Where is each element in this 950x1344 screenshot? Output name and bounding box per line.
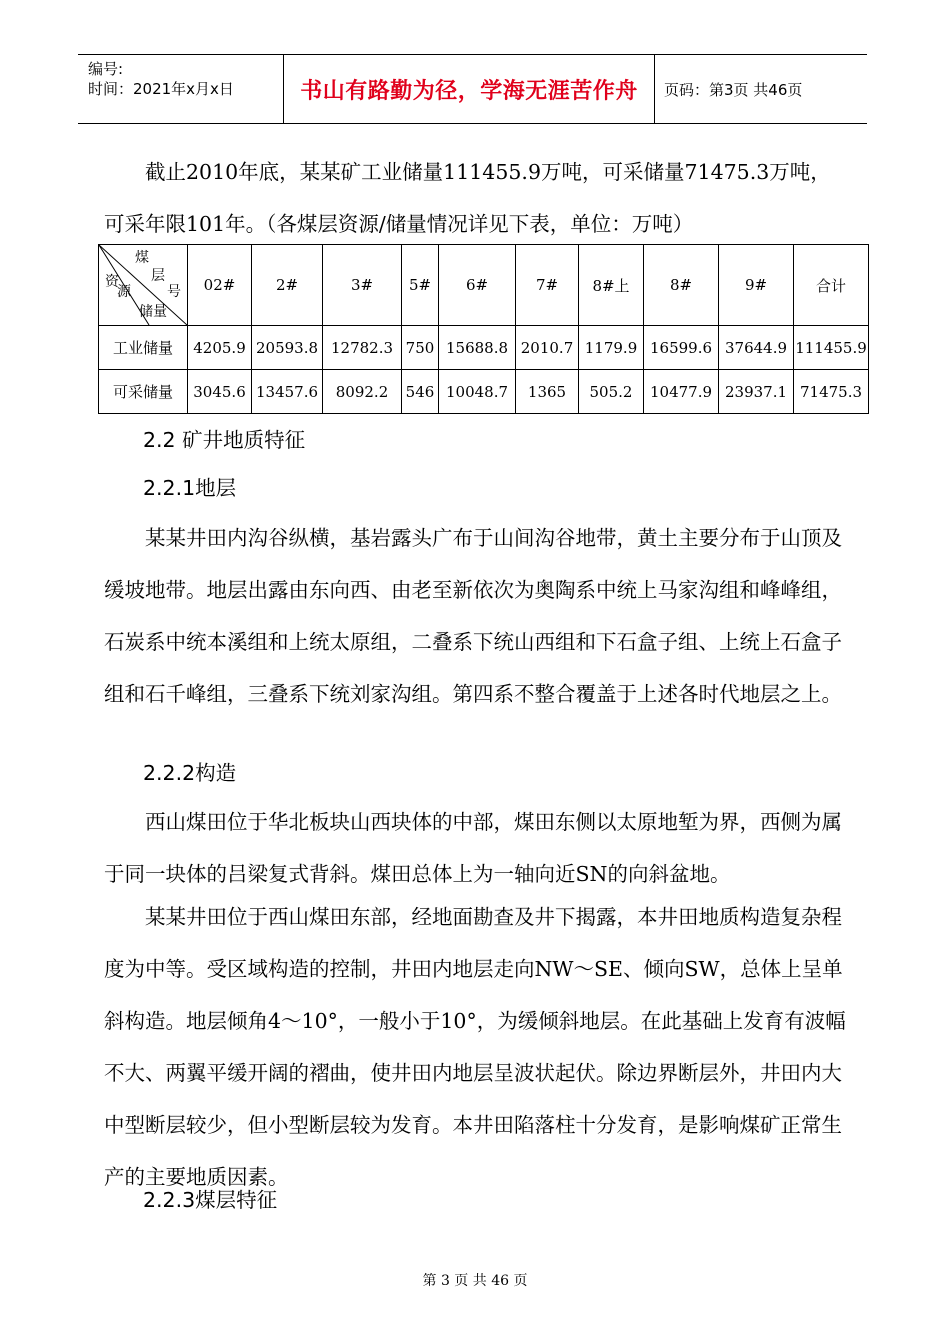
row-label: 工业储量 (99, 326, 188, 370)
corner-text: 储量 (139, 304, 167, 320)
table-cell: 37644.9 (719, 326, 794, 370)
column-header: 6# (439, 245, 516, 326)
intro-paragraph: 截止2010年底，某某矿工业储量111455.9万吨，可采储量71475.3万吨，可采年限101年。（各煤层资源/储量情况详见下表，单位：万吨） (104, 160, 831, 236)
corner-text: 源 (117, 284, 131, 300)
table-cell: 546 (402, 370, 439, 414)
table-cell: 1179.9 (579, 326, 644, 370)
section-heading-2-2-2: 2.2.2构造 (143, 761, 237, 785)
table-cell: 750 (402, 326, 439, 370)
table-cell: 505.2 (579, 370, 644, 414)
table-cell: 3045.6 (188, 370, 252, 414)
section-heading-2-2-3: 2.2.3煤层特征 (143, 1188, 278, 1212)
column-header: 8# (644, 245, 719, 326)
structure-paragraph-1: 西山煤田位于华北板块山西块体的中部，煤田东侧以太原地堑为界，西侧为属于同一块体的吕梁复式背斜。煤田总体上为一轴向近SN的向斜盆地。 (104, 810, 842, 886)
table-cell: 71475.3 (794, 370, 869, 414)
column-header: 9# (719, 245, 794, 326)
header-motto: 书山有路勤为径，学海无涯苦作舟 (300, 78, 638, 104)
table-cell: 4205.9 (188, 326, 252, 370)
table-cell: 12782.3 (323, 326, 402, 370)
page-footer: 第 3 页 共 46 页 (422, 1273, 528, 1289)
table-cell: 8092.2 (323, 370, 402, 414)
table-header-row (99, 245, 869, 326)
section-heading-2-2-1: 2.2.1地层 (143, 476, 237, 500)
corner-text: 层 (151, 268, 165, 284)
column-header: 2# (252, 245, 323, 326)
table-cell: 111455.9 (794, 326, 869, 370)
column-header: 02# (188, 245, 252, 326)
table-row (99, 370, 869, 414)
table-cell: 20593.8 (252, 326, 323, 370)
section-heading-2-2: 2.2 矿井地质特征 (143, 428, 306, 452)
table-cell: 23937.1 (719, 370, 794, 414)
row-label: 可采储量 (99, 370, 188, 414)
structure-paragraph-2: 某某井田位于西山煤田东部，经地面勘查及井下揭露，本井田地质构造复杂程度为中等。受区域构造的控制，井田内地层走向NW～SE、倾向SW，总体上呈单斜构造。地层倾角4～10°，一般小于10°，为缓倾斜地层。在此基础上发育有波幅不大、两翼平缓开阔的褶曲，使井田内地层呈波状起伏。除边界断层外，井田内大中型断层较少，但小型断层较为发育。本井田陷落柱十分发育，是影响煤矿正常生产的主要地质因素。 (104, 905, 846, 1189)
column-header: 8#上 (579, 245, 644, 326)
table-cell: 16599.6 (644, 326, 719, 370)
reserves-table (98, 244, 869, 414)
table-cell: 10048.7 (439, 370, 516, 414)
column-header: 3# (323, 245, 402, 326)
strata-paragraph: 某某井田内沟谷纵横，基岩露头广布于山间沟谷地带，黄土主要分布于山顶及缓坡地带。地层出露由东向西、由老至新依次为奥陶系中统上马家沟组和峰峰组，石炭系中统本溪组和上统太原组，二叠系下统山西组和下石盒子组、上统上石盒子组和石千峰组，三叠系下统刘家沟组。第四系不整合覆盖于上述各时代地层之上。 (104, 526, 842, 706)
column-header: 合计 (794, 245, 869, 326)
table-cell: 10477.9 (644, 370, 719, 414)
table-cell: 1365 (516, 370, 579, 414)
table-cell: 13457.6 (252, 370, 323, 414)
corner-text: 号 (167, 284, 181, 300)
table-row (99, 326, 869, 370)
table-cell: 2010.7 (516, 326, 579, 370)
corner-text: 资 (105, 274, 119, 290)
table-corner-cell (99, 245, 188, 326)
column-header: 5# (402, 245, 439, 326)
table-cell: 15688.8 (439, 326, 516, 370)
header-divider (654, 55, 655, 123)
number-label: 编号: (88, 60, 124, 78)
column-header: 7# (516, 245, 579, 326)
time-label: 时间：2021年x月x日 (88, 80, 234, 98)
corner-text: 煤 (135, 250, 149, 266)
header-page-label: 页码：第3页 共46页 (664, 80, 803, 99)
header-meta (88, 59, 234, 99)
page-header (78, 54, 867, 124)
